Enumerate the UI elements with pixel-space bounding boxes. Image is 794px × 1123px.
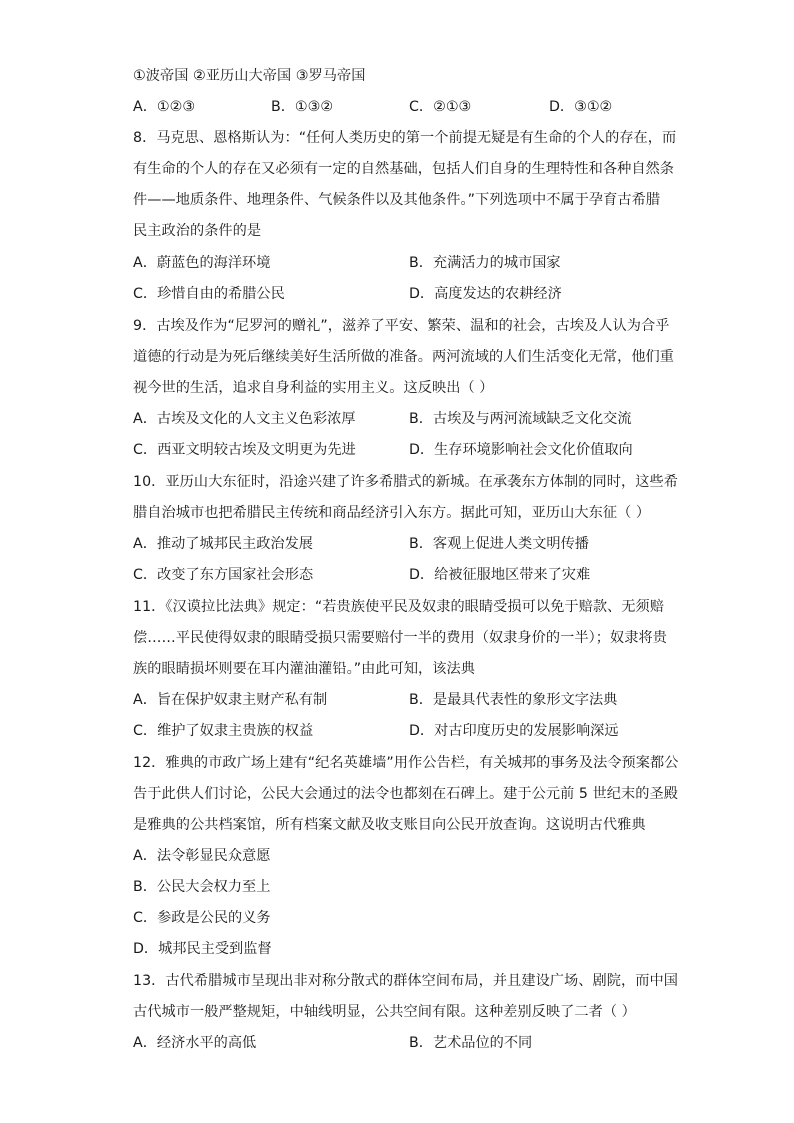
q10-option-d: D．给被征服地区带来了灾难 [409,567,591,583]
q8-stem-line-1: 8．马克思、恩格斯认为：“任何人类历史的第一个前提无疑是有生命的个人的存在，而 [133,130,677,146]
q11-option-b: B．是最具代表性的象形文字法典 [409,692,618,708]
q13-stem-line-1: 13．古代希腊城市呈现出非对称分散式的群体空间布局，并且建设广场、剧院，而中国 [133,973,678,989]
q11-option-c: C．维护了奴隶主贵族的权益 [133,723,314,739]
q11-stem-line-3: 族的眼睛损坏则要在耳内灌油灌铅。”由此可知，该法典 [133,661,476,677]
q12-option-b: B．公民大会权力至上 [133,879,271,895]
q10-option-a: A．推动了城邦民主政治发展 [133,536,313,552]
q8-option-a: A．蔚蓝色的海洋环境 [133,255,271,271]
q7-option-a: A．①②③ [133,99,196,115]
q13-stem-line-2: 古代城市一般严整规矩，中轴线明显，公共空间有限。这种差别反映了二者（ ） [133,1004,636,1020]
q7-option-c: C．②①③ [409,99,472,115]
q7-option-d: D．③①② [549,99,613,115]
q8-stem-line-3: 件——地质条件、地理条件、气候条件以及其他条件。”下列选项中不属于孕育古希腊 [133,192,661,208]
q11-stem-line-2: 偿……平民使得奴隶的眼睛受损只需要赔付一半的费用（奴隶身价的一半）；奴隶将贵 [133,630,667,646]
q10-stem-line-1: 10．亚历山大东征时，沿途兴建了许多希腊式的新城。在承袭东方体制的同时，这些希 [133,474,678,490]
q10-option-b: B．客观上促进人类文明传播 [409,536,589,552]
q9-option-a: A．古埃及文化的人文主义色彩浓厚 [133,411,356,427]
q10-stem-line-2: 腊自治城市也把希腊民主传统和商品经济引入东方。据此可知，亚历山大东征（ ） [133,505,651,521]
q11-stem-line-1: 11．《汉谟拉比法典》规定：“若贵族使平民及奴隶的眼睛受损可以免于赔款、无须赔 [133,599,665,615]
q8-option-d: D．高度发达的农耕经济 [409,286,562,302]
q8-option-b: B．充满活力的城市国家 [409,255,561,271]
q12-option-d: D．城邦民主受到监督 [133,941,272,957]
q10-option-c: C．改变了东方国家社会形态 [133,567,314,583]
q12-stem-line-2: 告于此供人们讨论，公民大会通过的法令也都刻在石碑上。建于公元前 5 世纪末的圣殿 [133,786,678,802]
q9-option-c: C．西亚文明较古埃及文明更为先进 [133,442,356,458]
q9-option-d: D．生存环境影响社会文化价值取向 [409,442,633,458]
q13-option-b: B．艺术品位的不同 [409,1035,533,1051]
q9-stem-line-1: 9．古埃及作为“尼罗河的赠礼”，滋养了平安、繁荣、温和的社会，古埃及人认为合乎 [133,318,670,334]
q12-option-c: C．参政是公民的义务 [133,910,271,926]
q8-option-c: C．珍惜自由的希腊公民 [133,286,285,302]
q7-option-b: B．①③② [271,99,334,115]
q8-stem-line-4: 民主政治的条件的是 [133,223,262,239]
q9-stem-line-3: 视今世的生活，追求自身利益的实用主义。这反映出（ ） [133,380,494,396]
q7-items: ①波帝国 ②亚历山大帝国 ③罗马帝国 [133,68,366,84]
q12-stem-line-1: 12．雅典的市政广场上建有“纪名英雄墙”用作公告栏，有关城邦的事务及法令预案都公 [133,755,679,771]
q13-option-a: A．经济水平的高低 [133,1035,257,1051]
q12-option-a: A．法令彰显民众意愿 [133,848,271,864]
q11-option-a: A．旨在保护奴隶主财产私有制 [133,692,328,708]
q11-option-d: D．对古印度历史的发展影响深远 [409,723,619,739]
q9-stem-line-2: 道德的行动是为死后继续美好生活所做的准备。两河流域的人们生活变化无常，他们重 [133,349,675,365]
q9-option-b: B．古埃及与两河流域缺乏文化交流 [409,411,632,427]
q8-stem-line-2: 有生命的个人的存在又必须有一定的自然基础，包括人们自身的生理特性和各种自然条 [133,161,675,177]
q12-stem-line-3: 是雅典的公共档案馆，所有档案文献及收支账目向公民开放查询。这说明古代雅典 [133,817,646,833]
